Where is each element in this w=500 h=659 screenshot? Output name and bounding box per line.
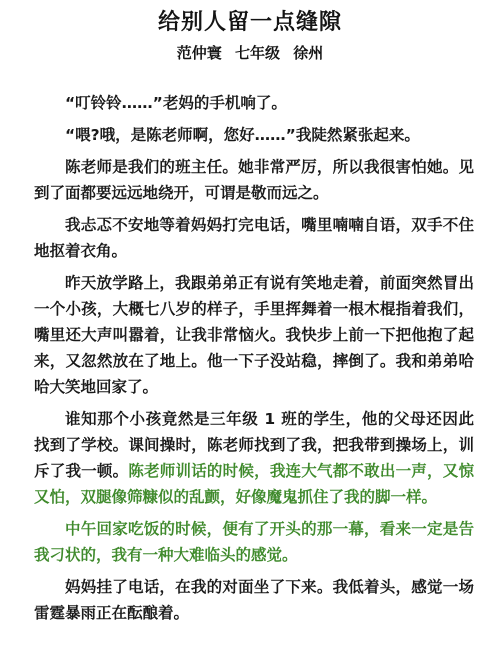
article-title: 给别人留一点缝隙 xyxy=(157,10,342,35)
paragraph-6 xyxy=(34,400,474,510)
highlighted-text: 陈老师训话的时候，我连大气都不敢出一声，又惊又怕，双腿像筛糠似的乱颤，好像魔鬼抓住了我的脚一样。 xyxy=(34,462,474,506)
paragraph-text: 谁知那个小孩竟然是三年级 1 班的学生，他的父母还因此找到了学校。课间操时，陈老师找到了我，把我带到操场上，训斥了我一顿。 xyxy=(34,410,474,480)
paragraph-text: 昨天放学路上，我跟弟弟正有说有笑地走着，前面突然冒出一个小孩，大概七八岁的样子，手里挥舞着一根木棍指着我们，嘴里还大声叫嚣着，让我非常恼火。我快步上前一下把他抱了起来，又忽然放在了地上。他一下子没站稳，摔倒了。我和弟弟哈哈大笑地回家了。 xyxy=(34,274,474,396)
paragraph-8 xyxy=(34,568,474,626)
grade-label: 七年级 xyxy=(234,44,280,62)
paragraph-3 xyxy=(34,148,474,206)
paragraph-4 xyxy=(34,206,474,264)
paragraph-text: 陈老师是我们的班主任。她非常严厉，所以我很害怕她。见到了面都要远远地绕开，可谓是敬而远之。 xyxy=(34,158,474,202)
paragraph-text: 我忐忑不安地等着妈妈打完电话，嘴里喃喃自语，双手不住地抠着衣角。 xyxy=(34,216,474,260)
paragraph-text: “喂?哦，是陈老师啊，您好……”我陡然紧张起来。 xyxy=(65,126,420,144)
paragraph-text: “叮铃铃……”老妈的手机响了。 xyxy=(65,94,287,112)
paragraph-1 xyxy=(34,90,474,116)
author-name: 范仲寰 xyxy=(176,44,222,62)
byline xyxy=(0,42,500,64)
paragraph-2 xyxy=(34,116,474,148)
place-label: 徐州 xyxy=(293,44,324,62)
paragraph-7 xyxy=(34,510,474,568)
paragraph-text: 妈妈挂了电话，在我的对面坐了下来。我低着头，感觉一场雷霆暴雨正在酝酿着。 xyxy=(34,578,474,622)
article-body xyxy=(34,90,474,626)
highlighted-text: 中午回家吃饭的时候，便有了开头的那一幕，看来一定是告我刁状的，我有一种大难临头的感觉。 xyxy=(34,520,474,564)
paragraph-5 xyxy=(34,264,474,400)
